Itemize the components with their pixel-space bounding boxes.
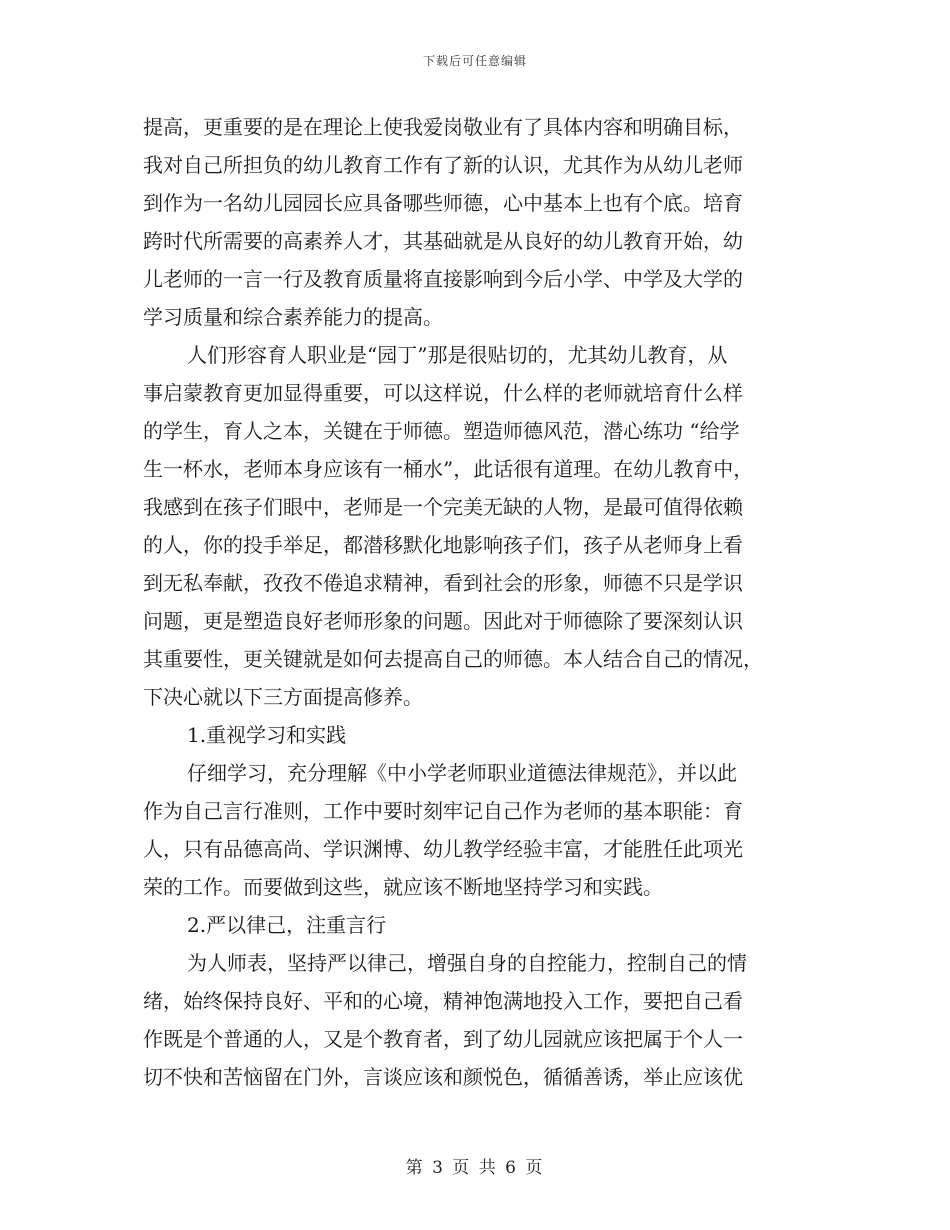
text-line: 作为自己言行准则，工作中要时刻牢记自己作为老师的基本职能：育 [143,799,743,823]
paragraph-start-line: 仔细学习，充分理解《中小学老师职业道德法律规范》，并以此 [187,761,737,785]
text-line: 跨时代所需要的高素养人才，其基础就是从良好的幼儿教育开始，幼 [143,229,743,253]
text-line: 其重要性，更关键就是如何去提高自己的师德。本人结合自己的情况， [143,647,763,671]
text-line: 问题，更是塑造良好老师形象的问题。因此对于师德除了要深刻认识 [143,609,743,633]
text-line: 到无私奉献，孜孜不倦追求精神，看到社会的形象，师德不只是学识 [143,571,743,595]
text-line: 事启蒙教育更加显得重要，可以这样说，什么样的老师就培育什么样 [143,381,743,405]
text-line: 的学生，育人之本，关键在于师德。塑造师德风范，潜心练功 “给学 [143,419,740,443]
page-number-footer: 第 3 页 共 6 页 [405,1158,545,1178]
section-heading: 1.重视学习和实践 [187,723,347,747]
section-heading: 2.严以律己，注重言行 [187,913,387,937]
text-line: 到作为一名幼儿园园长应具备哪些师德，心中基本上也有个底。培育 [143,191,743,215]
text-line: 作既是个普通的人，又是个教育者，到了幼儿园就应该把属于个人一 [143,1027,743,1051]
text-line: 学习质量和综合素养能力的提高。 [143,305,443,329]
text-line: 我对自己所担负的幼儿教育工作有了新的认识，尤其作为从幼儿老师 [143,153,743,177]
document-body [143,108,811,1096]
text-line: 提高，更重要的是在理论上使我爱岗敬业有了具体内容和明确目标， [143,115,743,139]
text-line: 绪，始终保持良好、平和的心境，精神饱满地投入工作，要把自己看 [143,989,743,1013]
paragraph-start-line: 为人师表，坚持严以律己，增强自身的自控能力，控制自己的情 [187,951,747,975]
text-line: 荣的工作。而要做到这些，就应该不断地坚持学习和实践。 [143,875,663,899]
text-line: 的人，你的投手举足，都潜移默化地影响孩子们，孩子从老师身上看 [143,533,743,557]
text-line: 人，只有品德高尚、学识渊博、幼儿教学经验丰富，才能胜任此项光 [143,837,743,861]
page-header: 下载后可任意编辑 [422,54,527,68]
text-line: 下决心就以下三方面提高修养。 [143,685,423,709]
paragraph-start-line: 人们形容育人职业是“园丁”那是很贴切的，尤其幼儿教育，从 [187,343,728,367]
text-line: 生一杯水，老师本身应该有一桶水”，此话很有道理。在幼儿教育中， [143,457,754,481]
text-line: 切不快和苦恼留在门外，言谈应该和颜悦色，循循善诱，举止应该优 [143,1065,743,1089]
text-line: 儿老师的一言一行及教育质量将直接影响到今后小学、中学及大学的 [143,267,743,291]
text-line: 我感到在孩子们眼中，老师是一个完美无缺的人物，是最可值得依赖 [143,495,743,519]
